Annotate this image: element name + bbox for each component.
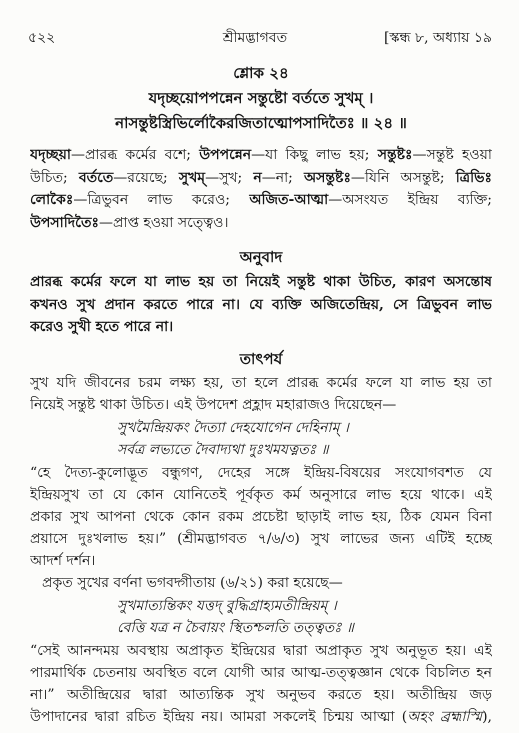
translation-line: করেও সুখী হতে পারে না। bbox=[30, 319, 174, 335]
purport-heading: তাৎপর্য bbox=[239, 350, 283, 368]
synonym-gloss: —যিনি অসন্তুষ্ট; bbox=[350, 170, 456, 186]
synonym-term: উপপন্নেন bbox=[199, 147, 252, 163]
synonym-term: সুখম্ bbox=[178, 170, 206, 186]
synonym-gloss: —অসংযত ইন্দ্রিয় ব্যক্তি; bbox=[328, 192, 492, 208]
synonym-gloss: —প্রারব্ধ কর্মের বশে; bbox=[70, 147, 200, 163]
synonym-term: উপসাদিতৈঃ bbox=[30, 215, 99, 231]
purport-line: না।” অতীন্দ্রিয়ের দ্বারা আত্যন্তিক সুখ অনুভব করতে হয়। অতীন্দ্রিয় জড় bbox=[30, 687, 492, 703]
purport-line: প্রয়াসে দুঃখলাভ হয়।” (শ্রীমদ্ভাগবত ৭/৬/৩) সুখ লাভের জন্য এটিই হচ্ছে bbox=[30, 531, 492, 547]
purport-line: পারমার্থিক চেতনায় অবস্থিত বলে যোগী আর আত্ম-তত্ত্বজ্ঞান থেকে বিচলিত হন bbox=[30, 665, 492, 681]
synonym-gloss: —সন্তুষ্ট হওয়া bbox=[412, 147, 492, 163]
quoted-verse-line: সর্বত্র লভ্যতে দৈবাদ্যথা দুঃখমযত্নতঃ ॥ bbox=[117, 442, 329, 458]
synonyms-line bbox=[30, 190, 492, 211]
purport-text: উপাদানের দ্বারা রচিত ইন্দ্রিয় নয়। আমরা সকলেই চিন্ময় আত্মা ( bbox=[30, 709, 408, 725]
quoted-verse-line: সুখমাত্যন্তিকং যত্তদ্ বুদ্ধিগ্রাহ্যমতীন্দ্রিয়ম্ । bbox=[117, 598, 337, 614]
purport-line: সুখ যদি জীবনের চরম লক্ষ্য হয়, তা হলে প্রারব্ধ কর্মের ফলে যা লাভ হয় তা bbox=[30, 375, 492, 391]
synonym-term: বর্ততে bbox=[78, 170, 114, 186]
synonym-term: লোকৈঃ bbox=[30, 192, 74, 208]
synonym-gloss: —রয়েছে; bbox=[113, 170, 179, 186]
quoted-verse-line: সুখমৈন্দ্রিয়কং দৈত্যা দেহযোগেন দেহিনাম্ । bbox=[117, 420, 349, 436]
synonyms-line bbox=[30, 213, 492, 234]
translation-heading: অনুবাদ bbox=[239, 248, 283, 266]
verse-line: নাসন্তুষ্টস্ত্রিভির্লোকৈরজিতাত্মোপসাদিতৈঃ ॥ ২৪ ॥ bbox=[115, 114, 407, 132]
synonym-gloss: উচিত; bbox=[30, 170, 79, 186]
purport-line: আদর্শ দর্শন। bbox=[30, 553, 96, 569]
purport-line: প্রকার সুখ আপনা থেকে কোন রকম প্রচেষ্টা ছাড়াই লাভ হয়, ঠিক যেমন বিনা bbox=[30, 509, 492, 525]
synonyms-line bbox=[30, 145, 492, 166]
verse-line: যদৃচ্ছয়োপপন্নেন সন্তুষ্টো বর্ততে সুখম্ । bbox=[148, 89, 374, 107]
synonym-term: ন bbox=[253, 170, 262, 186]
purport-line: “হে দৈত্য-কুলোদ্ভূত বন্ধুগণ, দেহের সঙ্গে ইন্দ্রিয়-বিষয়ের সংযোগবশত যে bbox=[30, 465, 492, 481]
synonym-gloss: —ত্রিভুবন লাভ করেও; bbox=[73, 192, 250, 208]
section-reference: [স্কন্ধ ৮, অধ্যায় ১৯ bbox=[383, 30, 492, 46]
page-number: ৫২২ bbox=[28, 30, 56, 46]
purport-line: ইন্দ্রিয়সুখ তা যে কোন যোনিতেই পূর্বকৃত কর্ম অনুসারে লাভ হয়ে থাকে। এই bbox=[30, 487, 492, 503]
synonym-term: ত্রিভিঃ bbox=[455, 170, 492, 186]
book-title: শ্রীমদ্ভাগবত bbox=[222, 30, 288, 46]
synonym-term: অসন্তুষ্টঃ bbox=[304, 170, 351, 186]
translation-line: কখনও সুখ প্রদান করতে পারে না। যে ব্যক্তি অজিতেন্দ্রিয়, সে ত্রিভুবন লাভ bbox=[30, 297, 492, 313]
quoted-verse-line: বেত্তি যত্র ন চৈবায়ং স্থিতশ্চলতি তত্ত্বতঃ ॥ bbox=[117, 620, 354, 636]
synonym-gloss: —যা কিছু লাভ হয়; bbox=[251, 147, 378, 163]
synonym-gloss: —সুখ; bbox=[205, 170, 254, 186]
purport-text: ), bbox=[482, 709, 492, 725]
synonym-term: যদৃচ্ছয়া bbox=[30, 147, 71, 163]
translation-line: প্রারব্ধ কর্মের ফলে যা লাভ হয় তা নিয়েই সন্তুষ্ট থাকা উচিত, কারণ অসন্তোষ bbox=[30, 274, 492, 290]
synonyms-line bbox=[30, 168, 492, 189]
synonym-gloss: —প্রাপ্ত হওয়া সত্ত্বেও। bbox=[98, 215, 229, 231]
verse-heading: শ্লোক ২৪ bbox=[233, 64, 289, 82]
synonym-gloss: —না; bbox=[261, 170, 305, 186]
purport-line: নিয়েই সন্তুষ্ট থাকা উচিত। এই উপদেশ প্রহ্লাদ মহারাজও দিয়েছেন— bbox=[30, 397, 397, 413]
purport-line: প্রকৃত সুখের বর্ণনা ভগবদ্গীতায় (৬/২১) করা হয়েছে— bbox=[42, 575, 343, 591]
synonym-term: সন্তুষ্টঃ bbox=[377, 147, 413, 163]
sanskrit-phrase: অহং ব্রহ্মাস্মি bbox=[407, 709, 483, 725]
purport-line bbox=[30, 707, 492, 728]
purport-line: “সেই আনন্দময় অবস্থায় অপ্রাকৃত ইন্দ্রিয়ের দ্বারা অপ্রাকৃত সুখ অনুভূত হয়। এই bbox=[30, 643, 492, 659]
synonym-term: অজিত-আত্মা bbox=[249, 192, 329, 208]
